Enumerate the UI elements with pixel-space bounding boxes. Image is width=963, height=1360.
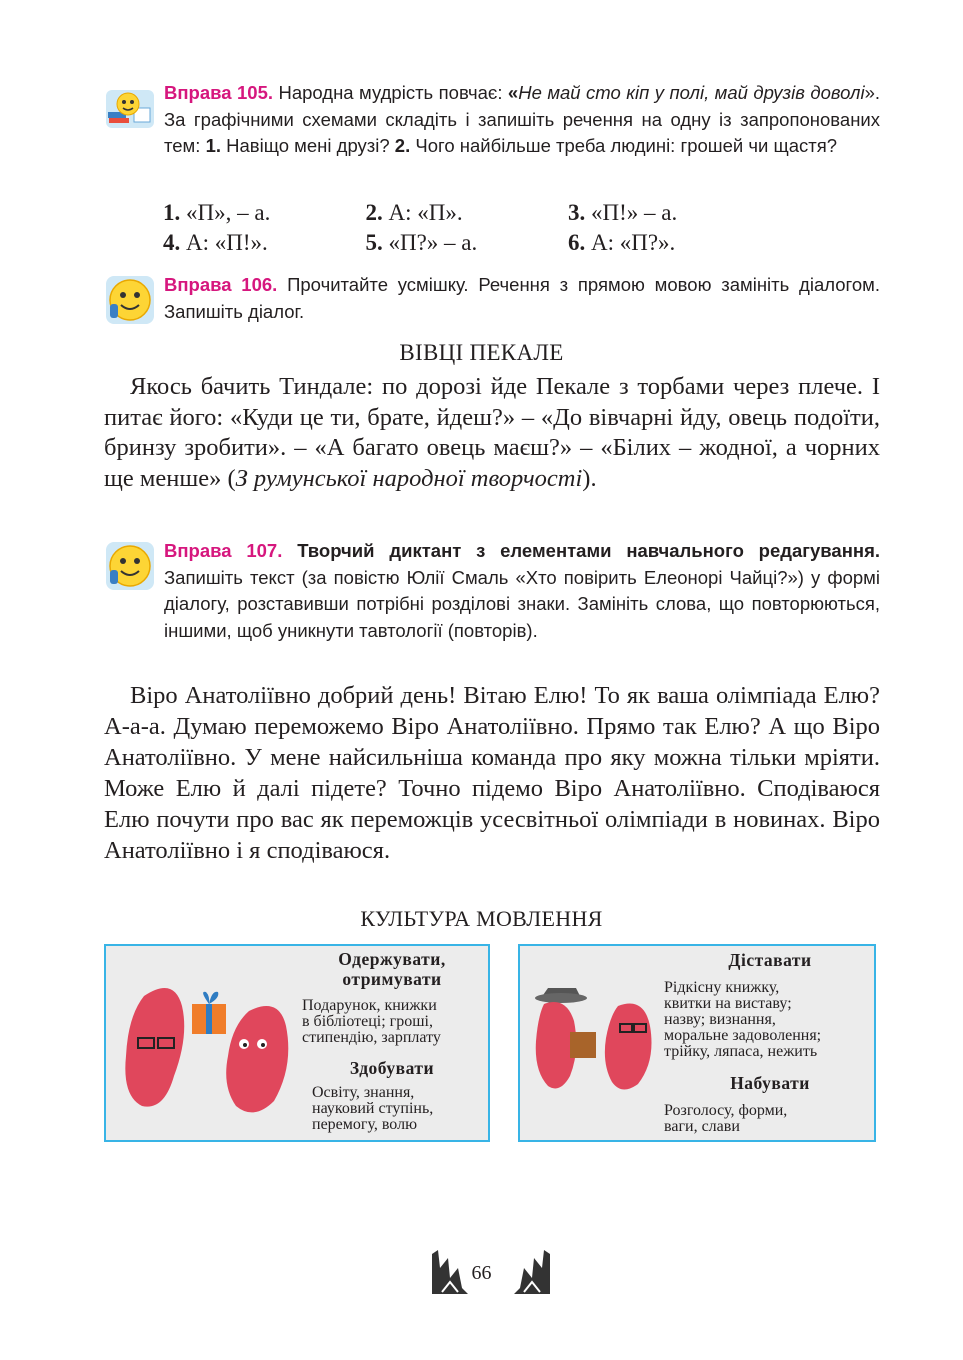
usage-examples: Подарунок, книжки в бібліотеці; гроші, стипендію, зарплату xyxy=(302,997,441,1046)
usage-heading: Одержувати, отримувати xyxy=(338,949,446,989)
folk-ornament-icon xyxy=(510,1248,554,1296)
exercise-label: Вправа 107. xyxy=(164,540,283,561)
cartoon-figures-gift-image xyxy=(114,966,304,1126)
exercise-105-text: Вправа 105. Народна мудрість повчає: «Не май сто кіп у полі, май друзів доволі». За графічними схемами складіть і запишіть речення на одну із запропонованих тем: 1. Навіщо мені друзі? 2. Чого найбільше треба людині: грошей чи щастя? xyxy=(164,82,881,156)
dictation-text: Віро Анатоліївно добрий день! Вітаю Елю! То як ваша олімпіада Елю? А-а-а. Думаю переможемо Віро Анатоліївно. Прямо так Елю? А що Віро Анатоліївно. У мене найсильніша команда про яку можна тільки мріяти. Може Елю й далі підете? Точно підемо Віро Анатоліївно. Сподіваюся Елю почути про вас як переможців усесвітньої олімпіади в новинах. Віро Анатоліївно і я сподіваюся. xyxy=(104,682,880,864)
usage-heading: Діставати xyxy=(728,950,812,970)
phone-smiley-icon xyxy=(104,274,156,326)
usage-examples: Рідкісну книжку, квитки на виставу; назву; визнання, моральне задоволення; трійку, ляпаса, нежить xyxy=(664,979,822,1060)
usage-box-left xyxy=(104,944,490,1142)
usage-examples: Розголосу, форми, ваги, слави xyxy=(664,1102,788,1135)
scheme-item: 2. А: «П». xyxy=(365,200,463,225)
scheme-item: 5. «П?» – а. xyxy=(365,230,478,255)
story-source: З румунської народної творчості xyxy=(235,464,583,492)
usage-heading: Здобувати xyxy=(349,1058,435,1078)
culture-title: КУЛЬТУРА МОВЛЕННЯ xyxy=(360,906,603,931)
cartoon-figures-book-image xyxy=(526,976,666,1106)
punctuation-schemes xyxy=(163,198,723,258)
story-text: Якось бачить Тиндале: по дорозі йде Пекале з торбами через плече. І питає його: «Куди це ти, брате, йдеш?» – «До вівчарні йду, овець подоїти, бринзу зробити». – «А багато овець маєш?» – «Білих – жодної, а чорних ще менше» (З румунської народної творчості). xyxy=(104,373,880,492)
exercise-106-text: Вправа 106. Прочитайте усмішку. Речення з прямою мовою замініть діалогом. Запишіть діалог. xyxy=(164,274,881,322)
exercise-107 xyxy=(104,538,880,644)
exercise-107-text: Вправа 107. Творчий диктант з елементами навчального редагування. Запишіть текст (за повістю Юлії Смаль «Хто повірить Елеонорі Чайці?») у формі діалогу, розставивши потрібні розділові знаки. Замініть слова, що повторюються, іншими, щоб уникнути тавтології (повторів). xyxy=(164,540,880,641)
usage-heading: Набувати xyxy=(730,1073,810,1093)
page-number: 66 xyxy=(471,1262,492,1284)
books-smiley-icon xyxy=(104,82,156,134)
usage-examples: Освіту, знання, науковий ступінь, перемогу, волю xyxy=(312,1084,434,1133)
exercise-106 xyxy=(104,272,880,325)
scheme-item: 3. «П!» – а. xyxy=(567,200,678,225)
story-title: ВІВЦІ ПЕКАЛЕ xyxy=(399,340,564,365)
exercise-105 xyxy=(104,80,880,160)
proverb: Не май сто кіп у полі, май друзів доволі xyxy=(518,82,865,103)
scheme-item: 6. А: «П?». xyxy=(567,230,676,255)
exercise-label: Вправа 106. xyxy=(164,274,278,295)
usage-box-right xyxy=(518,944,876,1142)
scheme-item: 1. «П», – а. xyxy=(163,200,271,225)
scheme-item: 4. А: «П!». xyxy=(163,230,268,255)
exercise-label: Вправа 105. xyxy=(164,82,274,103)
phone-smiley-icon xyxy=(104,540,156,592)
